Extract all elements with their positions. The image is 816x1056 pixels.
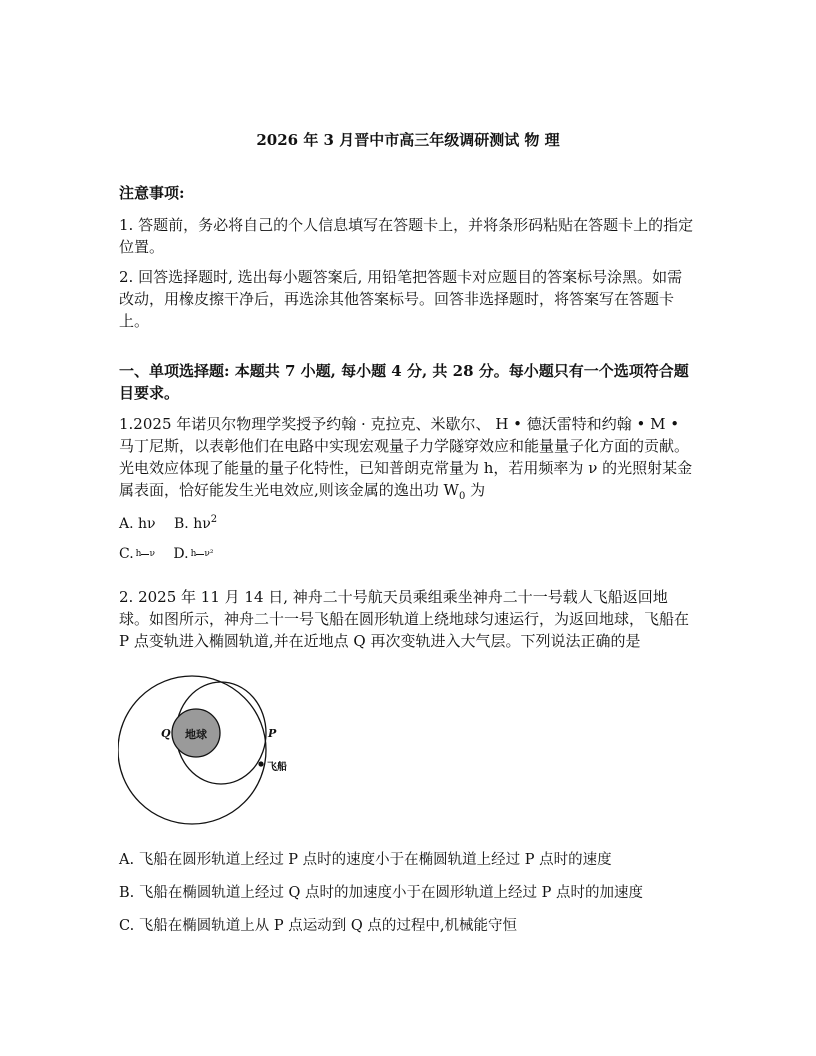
- fraction-numerator: h: [190, 548, 197, 559]
- question-2-option-b[interactable]: B. 飞船在椭圆轨道上经过 Q 点时的加速度小于在圆形轨道上经过 P 点时的加速度: [119, 885, 643, 901]
- notice-item-1: 1. 答题前，务必将自己的个人信息填写在答题卡上，并将条形码粘贴在答题卡上的指定位置。: [119, 216, 694, 256]
- question-1-options-row-1: [119, 510, 217, 534]
- question-1-stem-subscript: 0: [458, 491, 466, 502]
- question-1-stem: [119, 413, 697, 508]
- notice-item-2: 2. 回答选择题时, 选出每小题答案后, 用铅笔把答题卡对应题目的答案标号涂黑。如需改动，用橡皮擦干净后，再选涂其他答案标号。回答非选择题时，将答案写在答题卡上。: [119, 268, 683, 330]
- section-1-heading: 一、单项选择题: 本题共 7 小题, 每小题 4 分, 共 28 分。每小题只有一个选项符合题目要求。: [119, 362, 689, 402]
- question-1-option-d[interactable]: [173, 544, 215, 564]
- page-title: 2026 年 3 月晋中市高三年级调研测试 物 理: [256, 131, 560, 149]
- spacecraft-icon: [258, 761, 263, 766]
- orbit-diagram-svg: [118, 664, 306, 836]
- question-2-option-c[interactable]: C. 飞船在椭圆轨道上从 P 点运动到 Q 点的过程中,机械能守恒: [119, 918, 517, 934]
- question-1-option-b-text: B. hν: [174, 515, 211, 532]
- question-2-stem: 2. 2025 年 11 月 14 日, 神舟二十号航天员乘组乘坐神舟二十一号载人飞船返回地球。如图所示，神舟二十一号飞船在圆形轨道上绕地球匀速运行，为返回地球，飞船在 P 点变轨进入椭圆轨道,并在近地点 Q 再次变轨进入大气层。下列说法正确的是: [119, 588, 690, 650]
- question-1-option-d-fraction: [191, 550, 214, 559]
- question-1-option-b-sup: 2: [210, 514, 218, 525]
- question-1-option-c-label: C.: [119, 546, 134, 562]
- fraction-denominator: ν²: [204, 548, 214, 559]
- question-1-options-row-2: [119, 544, 215, 564]
- fraction-bar: [196, 554, 204, 555]
- fraction-denominator: ν: [149, 548, 155, 559]
- question-1-option-b[interactable]: [174, 510, 217, 534]
- label-q: Q: [161, 727, 171, 740]
- orbit-diagram: [118, 664, 306, 836]
- question-1-option-a[interactable]: A. hν: [119, 515, 156, 532]
- label-spacecraft: 飞船: [267, 762, 287, 773]
- notice-heading: 注意事项:: [119, 184, 185, 202]
- label-earth: 地球: [185, 728, 207, 741]
- label-p: P: [268, 727, 277, 740]
- question-1-stem-text: 1.2025 年诺贝尔物理学奖授予约翰 · 克拉克、米歇尔、 H • 德沃雷特和约翰 • M • 马丁尼斯，以表彰他们在电路中实现宏观量子力学隧穿效应和能量量子化方面的贡献。光电效应体现了能量的量子化特性，已知普朗克常量为 h，若用频率为 ν 的光照射某金属表面，恰好能发生光电效应,则该金属的逸出功 W: [119, 415, 693, 499]
- question-1-option-c[interactable]: [119, 544, 157, 564]
- question-1-stem-end: 为: [465, 481, 486, 499]
- fraction-bar: [141, 554, 149, 555]
- question-1-option-d-label: D.: [173, 546, 189, 562]
- question-1-option-c-fraction: [136, 550, 155, 559]
- fraction-numerator: h: [135, 548, 142, 559]
- question-2-option-a[interactable]: A. 飞船在圆形轨道上经过 P 点时的速度小于在椭圆轨道上经过 P 点时的速度: [119, 852, 612, 868]
